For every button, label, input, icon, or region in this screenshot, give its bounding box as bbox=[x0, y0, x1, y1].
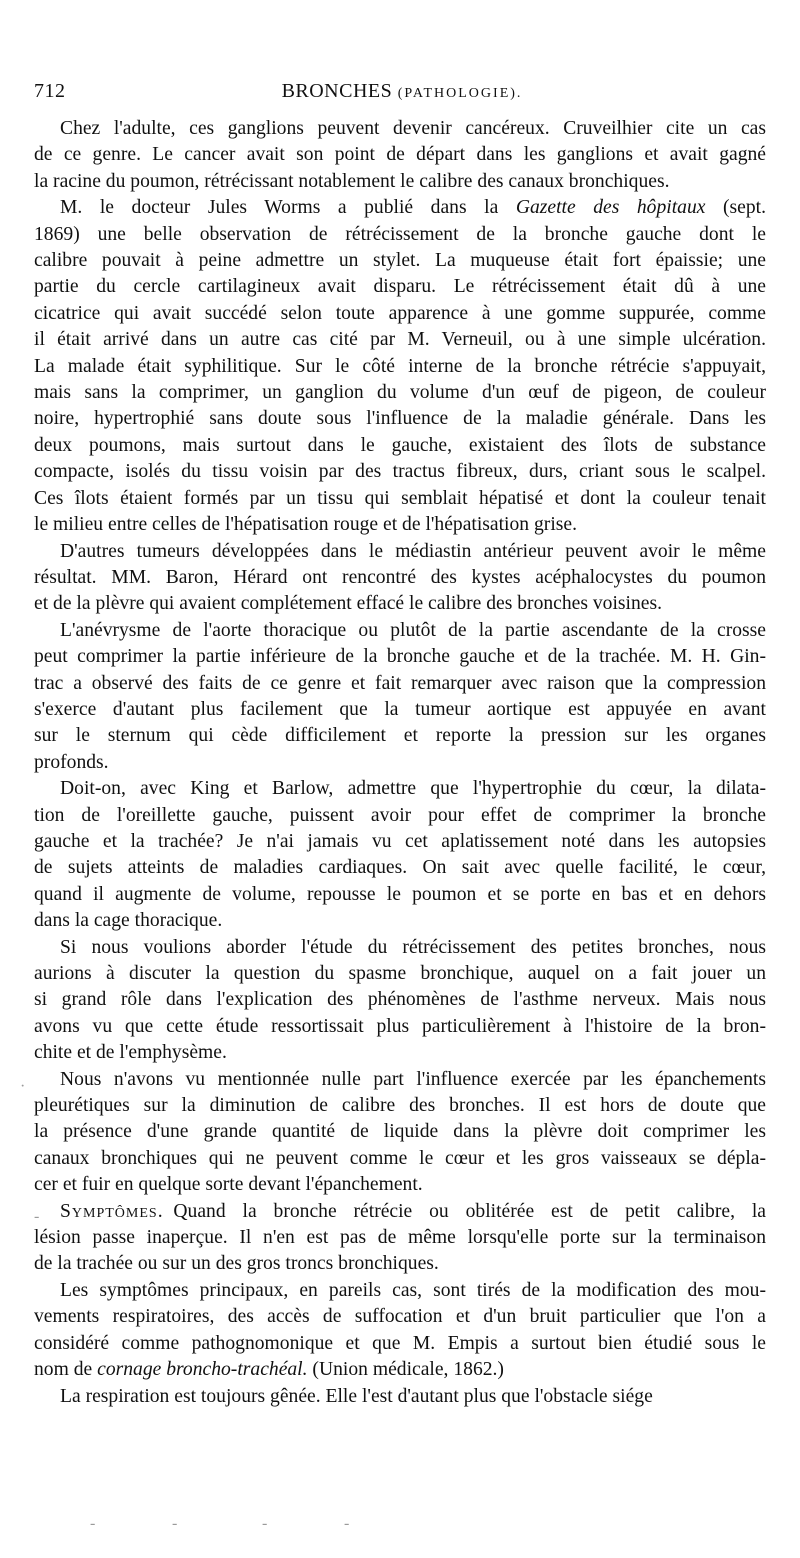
text-line: cicatrice qui avait succédé selon toute apparence à une gomme suppurée, comme bbox=[34, 302, 766, 324]
text-line: deux poumons, mais surtout dans le gauche, existaient des îlots de substance bbox=[34, 434, 766, 456]
text-line: 1869) une belle observation de rétrécissement de la bronche gauche dont le bbox=[34, 223, 766, 245]
text-line bbox=[34, 1199, 766, 1225]
text-line: Si nous voulions aborder l'étude du rétrécissement des petites bronches, nous bbox=[60, 936, 766, 958]
line-text: Quand la bronche rétrécie ou oblitérée est de petit calibre, la bbox=[173, 1200, 766, 1222]
text-line: gauche et la trachée? Je n'ai jamais vu cet aplatissement noté dans les autopsies bbox=[34, 830, 766, 852]
paragraph bbox=[34, 1384, 766, 1410]
page-number: 712 bbox=[34, 80, 66, 102]
paragraph bbox=[34, 1199, 766, 1278]
paragraph bbox=[34, 195, 766, 538]
text-line: La malade était syphilitique. Sur le côté interne de la bronche rétrécie s'appuyait, bbox=[34, 355, 766, 377]
text-line: il était arrivé dans un autre cas cité par M. Verneuil, ou à une simple ulcération. bbox=[34, 329, 766, 351]
text-line: aurions à discuter la question du spasme bronchique, auquel on a fait jouer un bbox=[34, 963, 766, 984]
text-line: lésion passe inaperçue. Il n'en est pas de même lorsqu'elle porte sur la terminaison bbox=[34, 1227, 766, 1249]
text-line: la présence d'une grande quantité de liquide dans la plèvre doit comprimer les bbox=[34, 1121, 766, 1143]
text-line: de ce genre. Le cancer avait son point de départ dans les ganglions et avait gagné bbox=[34, 144, 766, 166]
stray-mark: - bbox=[262, 1515, 268, 1532]
text-line: vements respiratoires, des accès de suffocation et d'un bruit particulier que l'on a bbox=[34, 1306, 766, 1328]
text-line: Chez l'adulte, ces ganglions peuvent devenir cancéreux. Cruveilhier cite un cas bbox=[60, 118, 766, 139]
text-line: La respiration est toujours gênée. Elle l'est d'autant plus que l'obstacle siége bbox=[60, 1385, 653, 1407]
text-line: cer et fuir en quelque sorte devant l'épanchement. bbox=[34, 1174, 423, 1196]
text-line: nom de cornage broncho-trachéal. (Union médicale, 1862.) bbox=[34, 1359, 504, 1381]
text-line: mais sans la comprimer, un ganglion du volume d'un œuf de pigeon, de couleur bbox=[34, 382, 766, 404]
running-title-main: BRONCHES bbox=[281, 80, 393, 102]
text-line: trac a observé des faits de ce genre et fait remarquer avec raison que la compression bbox=[34, 672, 766, 694]
text-line: partie du cercle cartilagineux avait disparu. Le rétrécissement était dû à une bbox=[34, 276, 766, 298]
running-title-subtitle: (PATHOLOGIE). bbox=[397, 86, 523, 101]
paragraph bbox=[34, 776, 766, 934]
text-line: de la trachée ou sur un des gros troncs bronchiques. bbox=[34, 1253, 439, 1275]
text-line: le milieu entre celles de l'hépatisation rouge et de l'hépatisation grise. bbox=[34, 514, 577, 536]
margin-mark: · bbox=[20, 1078, 26, 1095]
text-line: compacte, isolés du tissu voisin par des tractus fibreux, durs, criant sous le scalpel. bbox=[34, 461, 766, 483]
paragraph bbox=[34, 1278, 766, 1384]
paragraph bbox=[34, 539, 766, 618]
paragraph bbox=[34, 1067, 766, 1199]
text-line: D'autres tumeurs développées dans le médiastin antérieur peuvent avoir le même bbox=[60, 540, 766, 562]
text-line: sur le sternum qui cède difficilement et reporte la pression sur les organes bbox=[34, 725, 766, 747]
text-line: profonds. bbox=[34, 751, 109, 773]
text-line: la racine du poumon, rétrécissant notablement le calibre des canaux bronchiques. bbox=[34, 170, 670, 192]
text-line: Ces îlots étaient formés par un tissu qui semblait hépatisé et dont la couleur tenait bbox=[34, 487, 766, 509]
text-line: résultat. MM. Baron, Hérard ont rencontré des kystes acéphalocystes du poumon bbox=[34, 566, 766, 588]
section-heading: Symptômes. bbox=[60, 1200, 164, 1222]
text-line: chite et de l'emphysème. bbox=[34, 1042, 227, 1064]
text-line: et de la plèvre qui avaient complétement effacé le calibre des bronches voisines. bbox=[34, 593, 663, 615]
body-text bbox=[34, 116, 766, 1410]
paragraph bbox=[34, 116, 766, 195]
text-line: peut comprimer la partie inférieure de la bronche gauche et de la trachée. M. H. Gin- bbox=[34, 646, 766, 668]
text-line: considéré comme pathognomonique et que M. Empis a surtout bien étudié sous le bbox=[34, 1332, 766, 1354]
page-header bbox=[34, 80, 770, 110]
text-line: canaux bronchiques qui ne peuvent comme le cœur et les gros vaisseaux se dépla- bbox=[34, 1147, 766, 1169]
text-line: Doit-on, avec King et Barlow, admettre que l'hypertrophie du cœur, la dilata- bbox=[60, 778, 766, 800]
text-line: tion de l'oreillette gauche, puissent avoir pour effet de comprimer la bronche bbox=[34, 804, 766, 826]
stray-mark: - bbox=[344, 1515, 350, 1532]
text-line: quand il augmente de volume, repousse le poumon et se porte en bas et en dehors bbox=[34, 883, 766, 905]
text-line: avons vu que cette étude ressortissait plus particulièrement à l'histoire de la bron- bbox=[34, 1015, 766, 1037]
text-line: s'exerce d'autant plus facilement que la tumeur aortique est appuyée en avant bbox=[34, 698, 766, 720]
running-title bbox=[34, 80, 770, 103]
text-line: Nous n'avons vu mentionnée nulle part l'influence exercée par les épanchements bbox=[60, 1068, 766, 1090]
text-line: noire, hypertrophié sans doute sous l'influence de la maladie générale. Dans les bbox=[34, 408, 766, 430]
text-line: L'anévrysme de l'aorte thoracique ou plutôt de la partie ascendante de la crosse bbox=[60, 619, 766, 641]
text-line: M. le docteur Jules Worms a publié dans la Gazette des hôpitaux (sept. bbox=[60, 197, 766, 219]
text-line: Les symptômes principaux, en pareils cas, sont tirés de la modification des mou- bbox=[60, 1279, 766, 1301]
text-line: calibre pouvait à peine admettre un stylet. La muqueuse était fort épaissie; une bbox=[34, 250, 766, 272]
stray-mark: - bbox=[90, 1515, 96, 1532]
text-line: si grand rôle dans l'explication des phénomènes de l'asthme nerveux. Mais nous bbox=[34, 989, 766, 1011]
paragraph bbox=[34, 935, 766, 1067]
paragraph bbox=[34, 618, 766, 776]
stray-mark: - bbox=[172, 1515, 178, 1532]
text-line: dans la cage thoracique. bbox=[34, 910, 223, 932]
margin-mark: - bbox=[34, 1208, 40, 1225]
text-line: de sujets atteints de maladies cardiaques. On sait avec quelle facilité, le cœur, bbox=[34, 857, 766, 879]
text-line: pleurétiques sur la diminution de calibre des bronches. Il est hors de doute que bbox=[34, 1095, 766, 1117]
